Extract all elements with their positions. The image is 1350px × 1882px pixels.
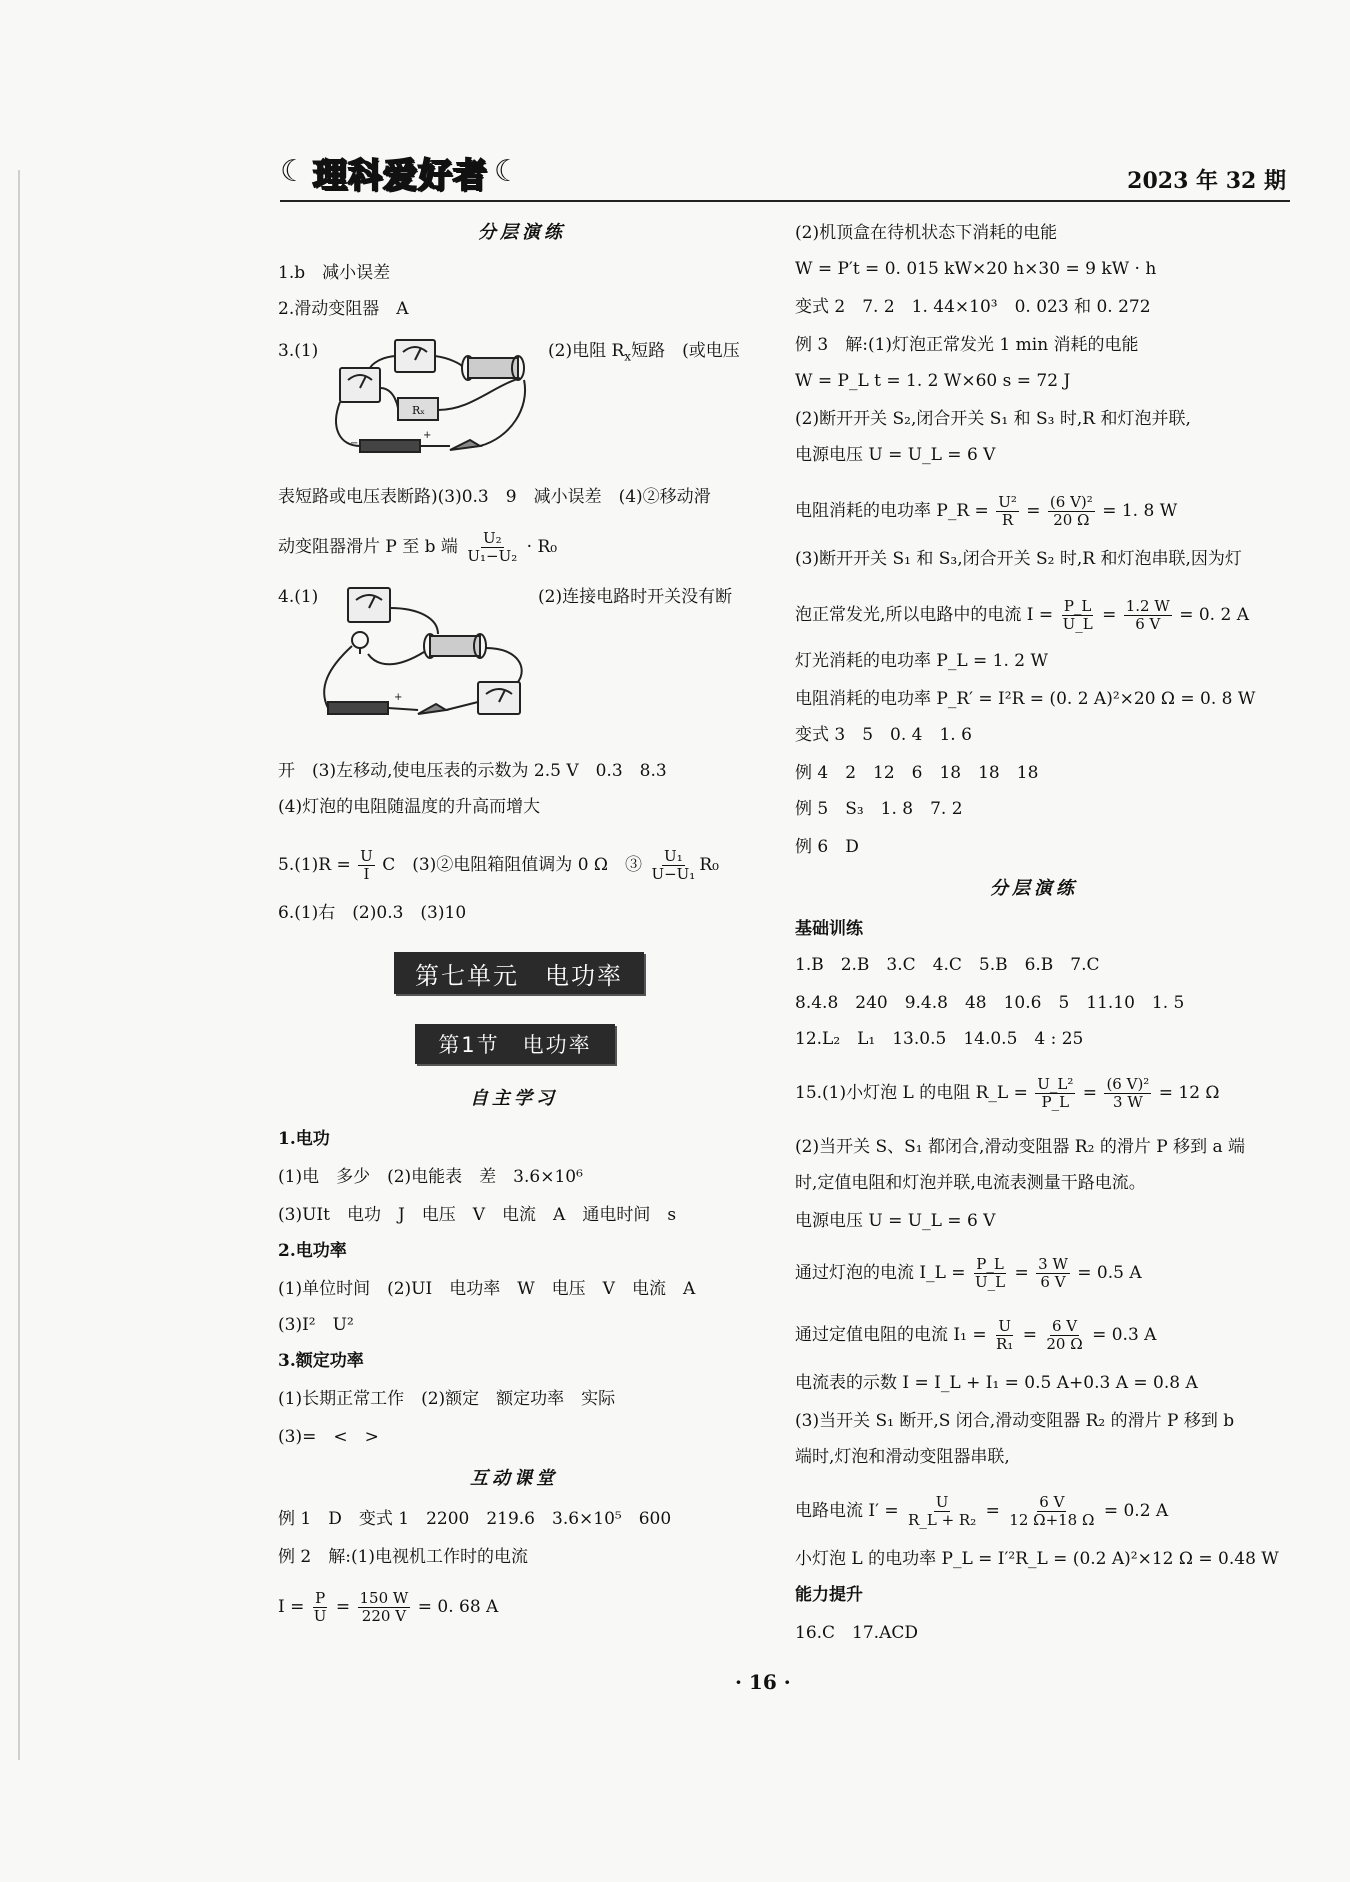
answer-line: (3)= < > bbox=[278, 1427, 379, 1447]
unit-banner: 第七单元 电功率 bbox=[394, 952, 644, 994]
circuit-diagram-1 bbox=[320, 328, 540, 468]
answer-line: 动变阻器滑片 P 至 b 端 $\frac{\text{U₂}}{\text{U₁−U₂}}$ · R₀ bbox=[278, 529, 558, 565]
svg-text:+: + bbox=[394, 692, 403, 703]
fraction: $\frac{\text{(6 V)²}}{20 \Omega}$ bbox=[1049, 493, 1093, 529]
answer-line: 3.(1) bbox=[278, 341, 319, 361]
heading: 基础训练 bbox=[795, 919, 863, 939]
answer-line: 2.滑动变阻器 A bbox=[278, 299, 409, 319]
answer-line: 表短路或电压表断路)(3)0.3 9 减小误差 (4)②移动滑 bbox=[278, 487, 711, 507]
scan-edge bbox=[18, 170, 20, 1760]
answer-line: 8.4.8 240 9.4.8 48 10.6 5 11.10 1. 5 bbox=[795, 993, 1185, 1013]
section-title: 分层演练 bbox=[478, 222, 566, 243]
answer-line: 电流表的示数 I = I_L + I₁ = 0.5 A+0.3 A = 0.8 A bbox=[795, 1373, 1198, 1393]
answer-line: 例 5 S₃ 1. 8 7. 2 bbox=[795, 799, 963, 819]
answer-line: I = $\frac{P}{U}$ = $\frac{150 W}{220 V}$ = 0. 68 A bbox=[278, 1589, 499, 1625]
section-title: 互动课堂 bbox=[470, 1468, 558, 1489]
answer-line: (1)单位时间 (2)UI 电功率 W 电压 V 电流 A bbox=[278, 1279, 696, 1299]
answer-line: 例 4 2 12 6 18 18 18 bbox=[795, 763, 1039, 783]
answer-line: 电阻消耗的电功率 P_R = $\frac{\text{U²}}{R}$ = $\frac{\text{(6 V)²}}{20 \Omega}$ = 1. 8 W bbox=[795, 493, 1178, 529]
answer-line: (2)电阻 $R_x$短路 (或电压 bbox=[548, 341, 740, 364]
answer-line: 例 6 D bbox=[795, 837, 859, 857]
answer-line: (1)电 多少 (2)电能表 差 3.6×10⁶ bbox=[278, 1167, 583, 1187]
heading: 1.电功 bbox=[278, 1129, 330, 1149]
answer-line: 1.b 减小误差 bbox=[278, 263, 391, 283]
answer-line: 电阻消耗的电功率 P_R′ = I²R = (0. 2 A)²×20 Ω = 0. 8 W bbox=[795, 689, 1256, 709]
fraction: $\frac{U}{I}$ bbox=[360, 847, 373, 883]
fraction: $\frac{\text{U\_L²}}{P\_L}$ bbox=[1037, 1075, 1074, 1111]
fraction: $\frac{U}{\text{R₁}}$ bbox=[996, 1317, 1014, 1353]
answer-line: (3)UIt 电功 J 电压 V 电流 A 通电时间 s bbox=[278, 1205, 677, 1225]
answer-line: (1)长期正常工作 (2)额定 额定功率 实际 bbox=[278, 1389, 616, 1409]
answer-line: 例 2 解:(1)电视机工作时的电流 bbox=[278, 1547, 529, 1567]
answer-line: 电源电压 U = U_L = 6 V bbox=[795, 445, 996, 465]
fraction: $\frac{3 W}{6 V}$ bbox=[1038, 1255, 1068, 1291]
answer-line: (2)机顶盒在待机状态下消耗的电能 bbox=[795, 223, 1058, 243]
fraction: $\frac{1.2 W}{6 V}$ bbox=[1125, 597, 1170, 633]
crescent-left-icon: ☾ bbox=[280, 154, 307, 189]
answer-line: 通过定值电阻的电流 I₁ = $\frac{U}{\text{R₁}}$ = $\frac{6 V}{20 \Omega}$ = 0.3 A bbox=[795, 1317, 1157, 1353]
header-divider bbox=[280, 200, 1290, 202]
section-banner: 第1节 电功率 bbox=[415, 1024, 615, 1064]
svg-text:−: − bbox=[350, 438, 359, 449]
answer-line: (3)当开关 S₁ 断开,S 闭合,滑动变阻器 R₂ 的滑片 P 移到 b bbox=[795, 1411, 1235, 1431]
answer-line: (2)连接电路时开关没有断 bbox=[538, 587, 733, 607]
svg-text:+: + bbox=[423, 430, 432, 441]
answer-line: 5.(1)R = $\frac{U}{I}$ C (3)②电阻箱阻值调为 0 Ω ③ $\frac{\text{U₁}}{\text{U−U₁}}$ R₀ bbox=[278, 847, 719, 883]
page-number: · 16 · bbox=[735, 1670, 791, 1694]
logo-text: 理科爱好者 bbox=[312, 155, 488, 196]
answer-line: W = P′t = 0. 015 kW×20 h×30 = 9 kW · h bbox=[795, 259, 1157, 279]
answer-line: 电源电压 U = U_L = 6 V bbox=[795, 1211, 996, 1231]
answer-line: 通过灯泡的电流 I_L = $\frac{P\_L}{U\_L}$ = $\frac{3 W}{6 V}$ = 0.5 A bbox=[795, 1255, 1142, 1291]
answer-line: 15.(1)小灯泡 L 的电阻 R_L = $\frac{\text{U\_L²}}{P\_L}$ = $\frac{\text{(6 V)²}}{3 W}$ = 12 Ω bbox=[795, 1075, 1220, 1111]
fraction: $\frac{U}{\text{R\_L + R₂}}$ bbox=[908, 1493, 977, 1529]
answer-line: (4)灯泡的电阻随温度的升高而增大 bbox=[278, 797, 541, 817]
answer-line: 4.(1) bbox=[278, 587, 319, 607]
fraction: $\frac{P\_L}{U\_L}$ bbox=[974, 1255, 1006, 1291]
answer-line: W = P_L t = 1. 2 W×60 s = 72 J bbox=[795, 371, 1071, 391]
answer-line: 泡正常发光,所以电路中的电流 I = $\frac{P\_L}{U\_L}$ = $\frac{1.2 W}{6 V}$ = 0. 2 A bbox=[795, 597, 1249, 633]
answer-line: 1.B 2.B 3.C 4.C 5.B 6.B 7.C bbox=[795, 955, 1100, 975]
fraction: $\frac{P\_L}{U\_L}$ bbox=[1062, 597, 1093, 633]
answer-line: 6.(1)右 (2)0.3 (3)10 bbox=[278, 903, 467, 923]
answer-line: (3)断开开关 S₁ 和 S₃,闭合开关 S₂ 时,R 和灯泡串联,因为灯 bbox=[795, 549, 1242, 569]
fraction: $\frac{P}{U}$ bbox=[313, 1589, 327, 1625]
answer-line: (2)断开开关 S₂,闭合开关 S₁ 和 S₃ 时,R 和灯泡并联, bbox=[795, 409, 1191, 429]
publication-logo bbox=[280, 148, 521, 196]
heading: 3.额定功率 bbox=[278, 1351, 364, 1371]
answer-line: 例 3 解:(1)灯泡正常发光 1 min 消耗的电能 bbox=[795, 335, 1139, 355]
svg-text:Rₓ: Rₓ bbox=[412, 404, 425, 417]
answer-line: 变式 3 5 0. 4 1. 6 bbox=[795, 725, 972, 745]
answer-line: 变式 2 7. 2 1. 44×10³ 0. 023 和 0. 272 bbox=[795, 297, 1151, 317]
circuit-diagram-2 bbox=[318, 578, 548, 728]
page-header bbox=[280, 148, 1290, 204]
fraction: $\frac{6 V}{20 \Omega}$ bbox=[1046, 1317, 1083, 1353]
section-title: 分层演练 bbox=[990, 878, 1078, 899]
heading: 2.电功率 bbox=[278, 1241, 347, 1261]
fraction: $\frac{\text{U₂}}{\text{U₁−U₂}}$ bbox=[467, 529, 518, 565]
answer-line: (2)当开关 S、S₁ 都闭合,滑动变阻器 R₂ 的滑片 P 移到 a 端 bbox=[795, 1137, 1246, 1157]
answer-line: (3)I² U² bbox=[278, 1315, 354, 1335]
answer-line: 12.L₂ L₁ 13.0.5 14.0.5 4 : 25 bbox=[795, 1029, 1084, 1049]
answer-line: 时,定值电阻和灯泡并联,电流表测量干路电流。 bbox=[795, 1173, 1146, 1193]
section-title: 自主学习 bbox=[470, 1088, 558, 1109]
fraction: $\frac{\text{(6 V)²}}{3 W}$ bbox=[1106, 1075, 1150, 1111]
answer-line: 小灯泡 L 的电功率 P_L = I′²R_L = (0.2 A)²×12 Ω = 0.48 W bbox=[795, 1549, 1279, 1569]
fraction: $\frac{6 V}{12 \Omega+18 \Omega}$ bbox=[1009, 1493, 1095, 1529]
crescent-right-icon: ☾ bbox=[493, 154, 521, 189]
answer-line: 端时,灯泡和滑动变阻器串联, bbox=[795, 1447, 1010, 1467]
heading: 能力提升 bbox=[795, 1585, 863, 1605]
answer-line: 开 (3)左移动,使电压表的示数为 2.5 V 0.3 8.3 bbox=[278, 761, 667, 781]
answer-line: 例 1 D 变式 1 2200 219.6 3.6×10⁵ 600 bbox=[278, 1509, 672, 1529]
answer-line: 灯光消耗的电功率 P_L = 1. 2 W bbox=[795, 651, 1048, 671]
fraction: $\frac{\text{U²}}{R}$ bbox=[998, 493, 1017, 529]
issue-number: 2023 年 32 期 bbox=[1127, 168, 1286, 194]
fraction: $\frac{150 W}{220 V}$ bbox=[359, 1589, 409, 1625]
answer-line: 16.C 17.ACD bbox=[795, 1623, 918, 1643]
fraction: $\frac{\text{U₁}}{\text{U−U₁}}$ bbox=[651, 847, 696, 883]
answer-line: 电路电流 I′ = $\frac{U}{\text{R\_L + R₂}}$ = $\frac{6 V}{12 \Omega+18 \Omega}$ = 0.2 A bbox=[795, 1493, 1169, 1529]
